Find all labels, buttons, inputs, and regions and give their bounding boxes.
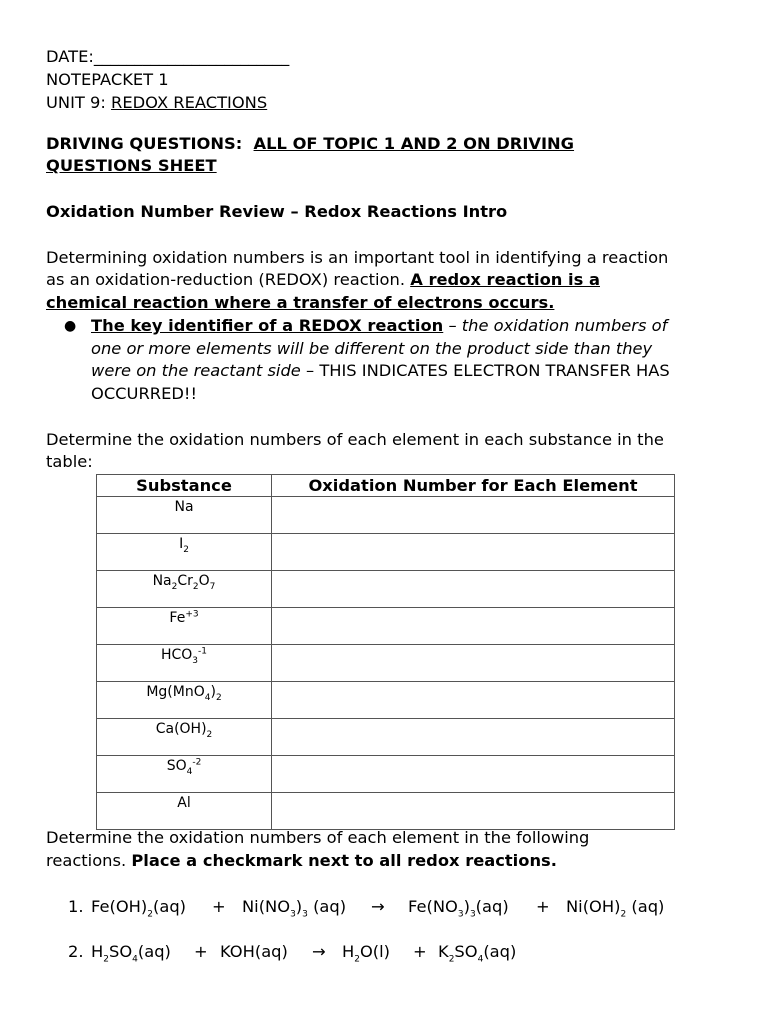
bullet-line-4: OCCURRED!! <box>91 384 197 403</box>
bullet-dash-1: – <box>443 316 462 335</box>
bullet-italic-1: the oxidation numbers of <box>461 316 668 335</box>
answer-cell[interactable] <box>272 497 675 534</box>
reactions-intro-line-1: Determine the oxidation numbers of each element in the following <box>46 828 590 847</box>
bullet-dash-2: – <box>300 361 320 380</box>
bullet-line-1 <box>91 315 667 337</box>
table-row <box>97 682 675 719</box>
bullet-key-label: The key identifier of a REDOX reaction <box>91 316 444 335</box>
driving-questions-line1 <box>46 133 574 155</box>
reaction-1-plus-1: + <box>212 897 226 916</box>
table-intro-line-2: table: <box>46 452 93 471</box>
substance-cell: $Fe^{+3}$ <box>97 608 272 645</box>
formula-na: Na <box>174 499 194 515</box>
table-row <box>97 608 675 645</box>
intro-line-2-plain: as an oxidation-reduction (REDOX) reaction. <box>46 270 411 289</box>
oxidation-number-table <box>96 474 675 830</box>
reaction-2-reactant-2: KOH(aq) <box>220 942 288 961</box>
table-row <box>97 645 675 682</box>
substance-cell: $Mg(MnO_4)_2$ <box>97 682 272 719</box>
table-row <box>97 571 675 608</box>
reactions-intro-line-2 <box>46 850 557 872</box>
table-intro-line-1: Determine the oxidation numbers of each element in each substance in the <box>46 430 664 449</box>
intro-line-2 <box>46 269 600 291</box>
reaction-1-product-1: $Fe(NO_3)_3(aq)$ <box>408 897 509 920</box>
table-header-row <box>97 475 675 497</box>
driving-questions-line2: QUESTIONS SHEET <box>46 156 217 175</box>
unit-title: REDOX REACTIONS <box>111 93 268 112</box>
answer-cell[interactable] <box>272 608 675 645</box>
answer-cell[interactable] <box>272 645 675 682</box>
driving-label: DRIVING QUESTIONS: <box>46 134 243 153</box>
reaction-2-arrow: → <box>312 942 326 961</box>
unit-line <box>46 92 267 114</box>
reaction-2-product-1: $H_2O(l)$ <box>342 942 391 965</box>
reactions-intro-bold: Place a checkmark next to all redox reactions. <box>131 851 557 870</box>
reaction-1-plus-2: + <box>536 897 550 916</box>
unit-prefix: UNIT 9: <box>46 93 112 112</box>
answer-cell[interactable] <box>272 793 675 830</box>
intro-line-1: Determining oxidation numbers is an important tool in identifying a reaction <box>46 248 669 267</box>
reaction-2-reactant-1: $H_2SO_4(aq)$ <box>91 942 171 965</box>
date-blank: ________________________ <box>93 47 290 66</box>
substance-cell: Al <box>97 793 272 830</box>
bullet-caps-3: THIS INDICATES ELECTRON TRANSFER HAS <box>319 361 670 380</box>
date-line <box>46 46 289 68</box>
reaction-1-number: 1. <box>68 897 84 916</box>
reaction-2-number: 2. <box>68 942 84 961</box>
column-header-substance: Substance <box>97 475 272 497</box>
table-row <box>97 756 675 793</box>
substance-cell: $I_2$ <box>97 534 272 571</box>
notepacket-line: NOTEPACKET 1 <box>46 70 169 89</box>
section-title: Oxidation Number Review – Redox Reactions Intro <box>46 202 508 221</box>
answer-cell[interactable] <box>272 682 675 719</box>
substance-cell <box>97 497 272 534</box>
answer-cell[interactable] <box>272 571 675 608</box>
substance-cell: $SO_4^{-2}$ <box>97 756 272 793</box>
bullet-line-2: one or more elements will be different on the product side than they <box>91 339 653 358</box>
substance-cell: $HCO_3^{-1}$ <box>97 645 272 682</box>
answer-cell[interactable] <box>272 719 675 756</box>
bullet-line-3 <box>91 360 670 382</box>
reaction-1-arrow: → <box>371 897 385 916</box>
date-label: DATE: <box>46 47 94 66</box>
bullet-italic-3: were on the reactant side <box>91 361 301 380</box>
answer-cell[interactable] <box>272 534 675 571</box>
substance-cell: $Na_2Cr_2O_7$ <box>97 571 272 608</box>
substance-cell: $Ca(OH)_2$ <box>97 719 272 756</box>
table-row <box>97 719 675 756</box>
intro-line-2-bold: A redox reaction is a <box>410 270 600 289</box>
reaction-2-plus-1: + <box>194 942 208 961</box>
driving-text-1: ALL OF TOPIC 1 AND 2 ON DRIVING <box>253 134 575 153</box>
intro-line-3: chemical reaction where a transfer of electrons occurs. <box>46 293 555 312</box>
column-header-oxidation: Oxidation Number for Each Element <box>272 475 675 497</box>
table-row <box>97 497 675 534</box>
answer-cell[interactable] <box>272 756 675 793</box>
reactions-intro-plain: reactions. <box>46 851 132 870</box>
bullet-dot: ● <box>64 318 77 334</box>
reaction-2-product-2: $K_2SO_4(aq)$ <box>438 942 517 965</box>
reaction-2-plus-2: + <box>413 942 427 961</box>
reaction-1-product-2: $Ni(OH)_2$ (aq) <box>566 897 665 920</box>
table-row <box>97 793 675 830</box>
reaction-1-reactant-2: $Ni(NO_3)_3$ (aq) <box>242 897 347 920</box>
table-row <box>97 534 675 571</box>
reaction-1-reactant-1: $Fe(OH)_2(aq)$ <box>91 897 187 920</box>
